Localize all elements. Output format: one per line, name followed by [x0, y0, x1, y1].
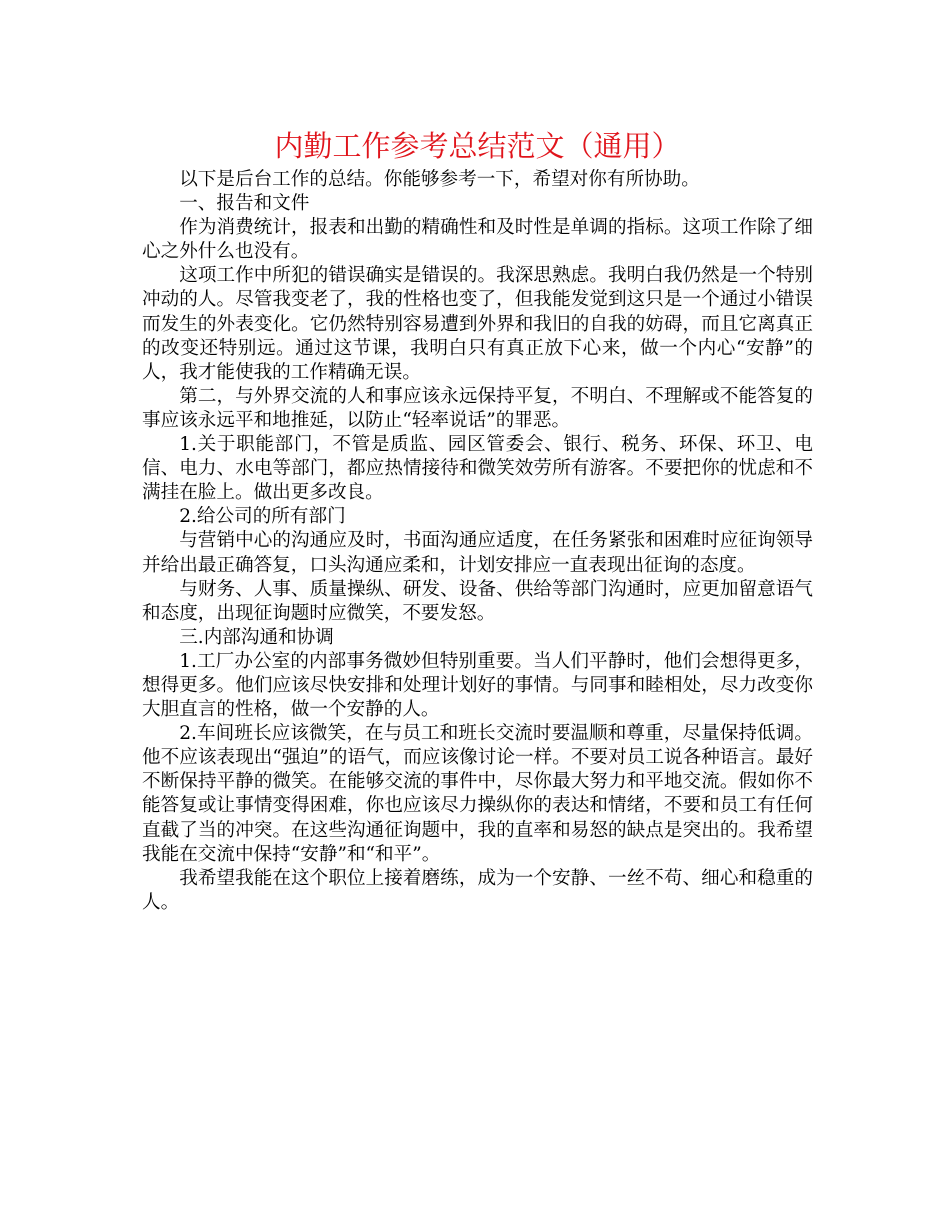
paragraph-intro: 以下是后台工作的总结。你能够参考一下，希望对你有所协助。 [179, 169, 700, 190]
subheading-company-departments: 2.给公司的所有部门 [179, 506, 346, 528]
document-page [142, 124, 813, 915]
paragraph-reflection: 这项工作中所犯的错误确实是错误的。我深思熟虑。我明白我仍然是一个特别冲动的人。尽管我变老了，我的性格也变了，但我能发觉到这只是一个通过小错误而发生的外表变化。它仍然特别容易遭到外界和我旧的自我的妨碍，而且它离真正的改变还特别远。通过这节课，我明白只有真正放下心来，做一个内心“安静”的人，我才能使我的工作精确无误。 [142, 265, 813, 383]
section-heading-internal: 三.内部沟通和协调 [179, 626, 334, 648]
paragraph-functional-departments: 1.关于职能部门，不管是质监、园区管委会、银行、税务、环保、环卫、电信、电力、水电等部门，都应热情接待和微笑效劳所有游客。不要把你的忧虑和不满挂在脸上。做出更多改良。 [142, 434, 813, 504]
paragraph-other-departments: 与财务、人事、质量操纵、研发、设备、供给等部门沟通时，应更加留意语气和态度，出现征询题时应微笑，不要发怒。 [142, 578, 813, 624]
paragraph-factory-office: 1.工厂办公室的内部事务微妙但特别重要。当人们平静时，他们会想得更多，想得更多。他们应该尽快安排和处理计划好的事情。与同事和睦相处，尽力改变你大胆直言的性格，做一个安静的人。 [142, 650, 813, 721]
document-title: 内勤工作参考总结范文（通用） [274, 129, 681, 163]
paragraph-workshop-leaders: 2.车间班长应该微笑，在与员工和班长交流时要温顺和尊重，尽量保持低调。他不应该表现出“强迫”的语气，而应该像讨论一样。不要对员工说各种语言。最好不断保持平静的微笑。在能够交流的事件中，尽你最大努力和平地交流。假如你不能答复或让事情变得困难，你也应该尽力操纵你的表达和情绪，不要和员工有任何直截了当的冲突。在这些沟通征询题中，我的直率和易怒的缺点是突出的。我希望我能在交流中保持“安静”和“和平”。 [142, 723, 813, 865]
paragraph-closing: 我希望我能在这个职位上接着磨练，成为一个安静、一丝不苟、细心和稳重的人。 [142, 867, 813, 913]
paragraph-marketing-center: 与营销中心的沟通应及时，书面沟通应适度，在任务紧张和困难时应征询领导并给出最正确答复，口头沟通应柔和，计划安排应一直表现出征询的态度。 [142, 530, 813, 576]
paragraph-external-communication: 第二，与外界交流的人和事应该永远保持平复，不明白、不理解或不能答复的事应该永远平和地推延，以防止“轻率说话”的罪恶。 [142, 385, 813, 431]
paragraph-statistics: 作为消费统计，报表和出勤的精确性和及时性是单调的指标。这项工作除了细心之外什么也没有。 [142, 217, 813, 263]
section-heading-reports: 一、报告和文件 [179, 193, 310, 215]
